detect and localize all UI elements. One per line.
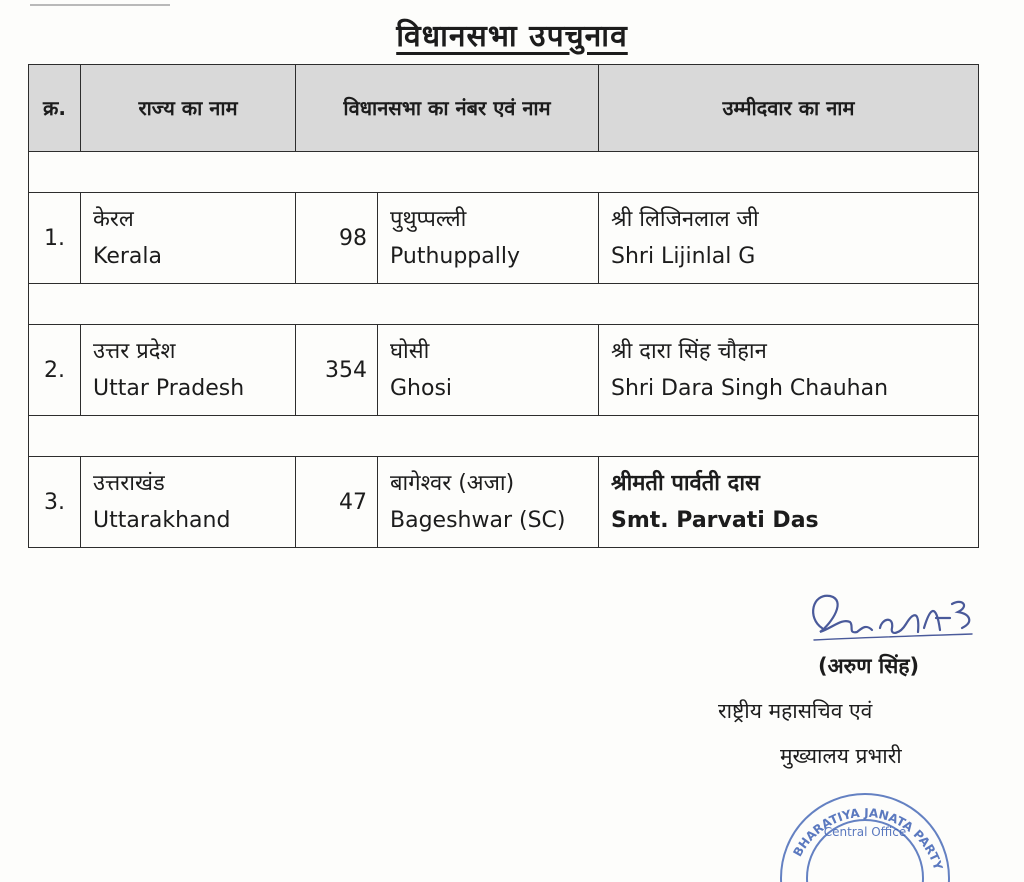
serial-cell: 2.	[29, 325, 81, 416]
candidate-cell	[599, 325, 979, 416]
state-hindi: उत्तर प्रदेश	[93, 338, 176, 364]
constituency-cell	[378, 325, 599, 416]
page-edge-mark	[30, 0, 170, 6]
candidate-hindi: श्रीमती पार्वती दास	[611, 470, 760, 496]
seal-arc-text: BHARATIYA JANATA PARTY	[790, 805, 946, 872]
seal-center-text: Central Office	[823, 825, 907, 839]
header-candidate: उम्मीदवार का नाम	[599, 65, 979, 152]
candidate-english: Shri Dara Singh Chauhan	[611, 376, 889, 401]
signatory-designation: राष्ट्रीय महासचिव एवं	[718, 699, 873, 723]
state-english: Uttarakhand	[93, 508, 231, 533]
constituency-english: Ghosi	[390, 376, 453, 401]
constituency-english: Puthuppally	[390, 244, 520, 269]
table-spacer-row	[29, 284, 979, 325]
candidate-hindi: श्री लिजिनलाल जी	[611, 206, 759, 232]
constituency-cell	[378, 457, 599, 548]
constituency-hindi: घोसी	[390, 338, 430, 364]
constituency-number: 98	[296, 193, 378, 284]
constituency-number: 47	[296, 457, 378, 548]
header-serial: क्र.	[29, 65, 81, 152]
state-english: Kerala	[93, 244, 162, 269]
state-hindi: केरल	[93, 206, 134, 232]
table-header-row	[29, 65, 979, 152]
table-spacer-row	[29, 152, 979, 193]
candidate-english: Smt. Parvati Das	[611, 508, 819, 533]
header-constituency: विधानसभा का नंबर एवं नाम	[296, 65, 599, 152]
constituency-number: 354	[296, 325, 378, 416]
constituency-hindi: बागेश्वर (अजा)	[390, 470, 515, 496]
party-seal-stamp	[770, 752, 960, 882]
header-state: राज्य का नाम	[81, 65, 296, 152]
candidate-english: Shri Lijinlal G	[611, 244, 756, 269]
bypoll-candidates-table	[28, 64, 979, 548]
serial-cell: 3.	[29, 457, 81, 548]
signatory-name: (अरुण सिंह)	[818, 654, 920, 678]
state-cell	[81, 457, 296, 548]
table-spacer-row	[29, 416, 979, 457]
candidate-cell	[599, 457, 979, 548]
document-title-block	[0, 14, 1024, 55]
table-row	[29, 457, 979, 548]
signature-image	[802, 588, 982, 658]
state-english: Uttar Pradesh	[93, 376, 245, 401]
candidate-cell	[599, 193, 979, 284]
constituency-english: Bageshwar (SC)	[390, 508, 566, 533]
serial-cell: 1.	[29, 193, 81, 284]
constituency-hindi: पुथुप्पल्ली	[390, 206, 467, 232]
state-cell	[81, 193, 296, 284]
table-row	[29, 325, 979, 416]
table-row	[29, 193, 979, 284]
candidate-hindi: श्री दारा सिंह चौहान	[611, 338, 767, 364]
constituency-cell	[378, 193, 599, 284]
state-hindi: उत्तराखंड	[93, 470, 165, 496]
state-cell	[81, 325, 296, 416]
signatory-office: मुख्यालय प्रभारी	[780, 744, 902, 768]
document-title: विधानसभा उपचुनाव	[396, 19, 628, 54]
